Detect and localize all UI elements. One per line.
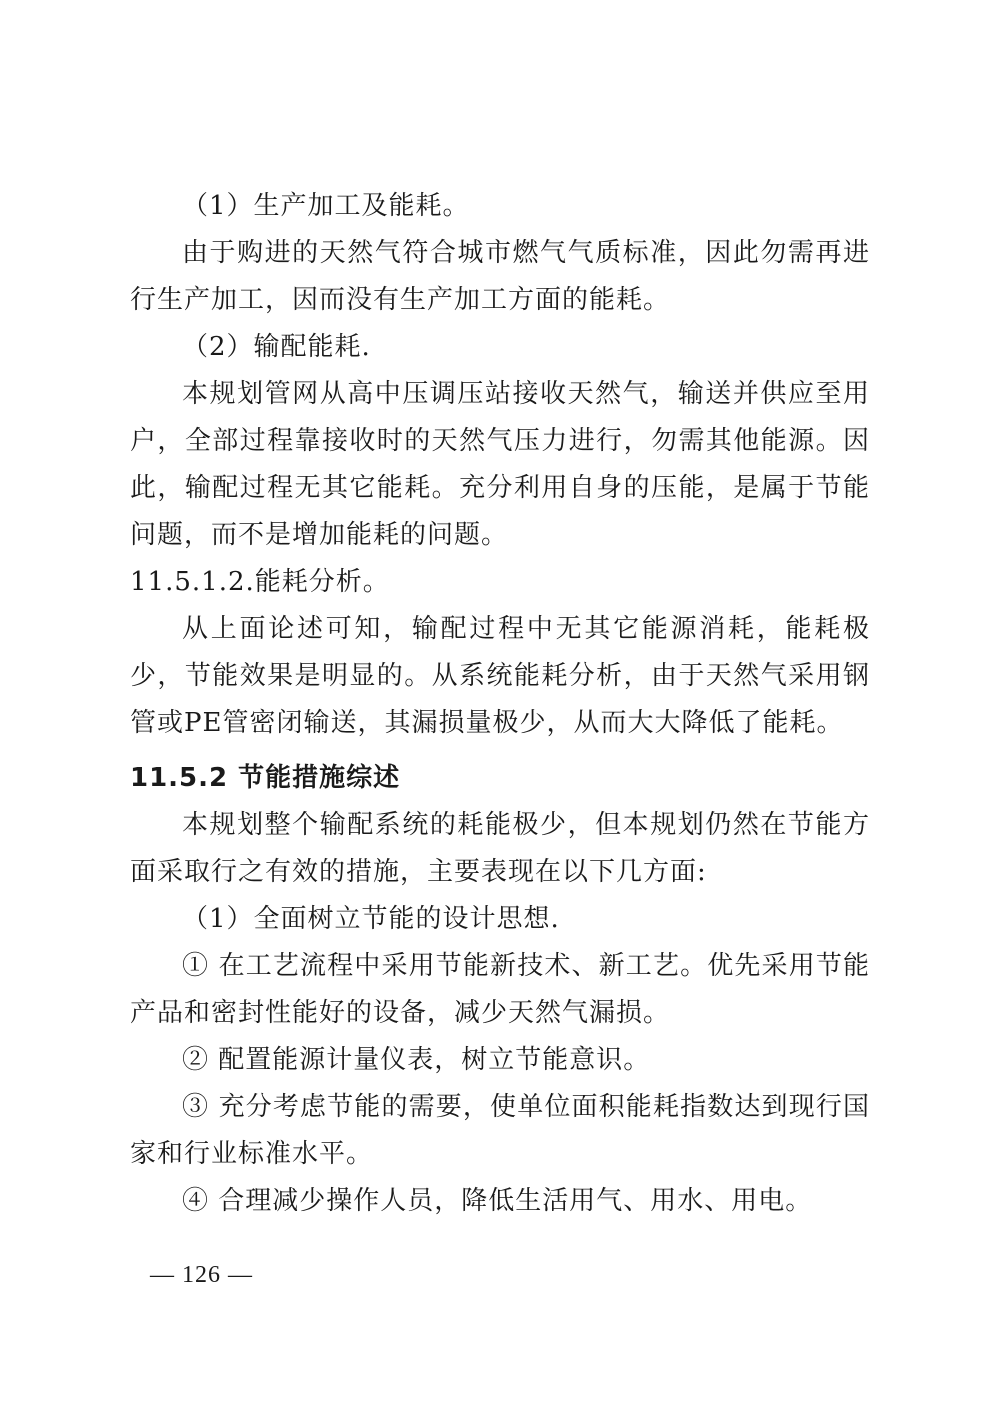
body-paragraph: 由于购进的天然气符合城市燃气气质标准，因此勿需再进行生产加工，因而没有生产加工方面的能耗。	[130, 238, 870, 315]
body-paragraph: 从上面论述可知，输配过程中无其它能源消耗，能耗极少，节能效果是明显的。从系统能耗分析，由于天然气采用钢管或PE管密闭输送，其漏损量极少，从而大大降低了能耗。	[130, 614, 870, 738]
document-body	[130, 183, 870, 1225]
section-number-heading: 11.5.1.2.能耗分析。	[130, 567, 390, 597]
section-heading: 11.5.2 节能措施综述	[130, 763, 401, 793]
list-item: ④ 合理减少操作人员，降低生活用气、用水、用电。	[182, 1186, 813, 1216]
body-paragraph: 本规划管网从高中压调压站接收天然气，输送并供应至用户，全部过程靠接收时的天然气压力进行，勿需其他能源。因此，输配过程无其它能耗。充分利用自身的压能，是属于节能问题，而不是增加能耗的问题。	[130, 379, 870, 550]
page-number: — 126 —	[150, 1262, 253, 1288]
subsection-item-production: （1）生产加工及能耗。	[182, 191, 470, 221]
list-item: ③ 充分考虑节能的需要，使单位面积能耗指数达到现行国家和行业标准水平。	[130, 1092, 870, 1169]
body-paragraph: 本规划整个输配系统的耗能极少，但本规划仍然在节能方面采取行之有效的措施，主要表现在以下几方面:	[130, 810, 870, 887]
list-item: ② 配置能源计量仪表，树立节能意识。	[182, 1045, 651, 1075]
subsection-item-design: （1）全面树立节能的设计思想.	[182, 904, 560, 934]
subsection-item-distribution: （2）输配能耗.	[182, 332, 371, 362]
list-item: ① 在工艺流程中采用节能新技术、新工艺。优先采用节能产品和密封性能好的设备，减少天然气漏损。	[130, 951, 870, 1028]
